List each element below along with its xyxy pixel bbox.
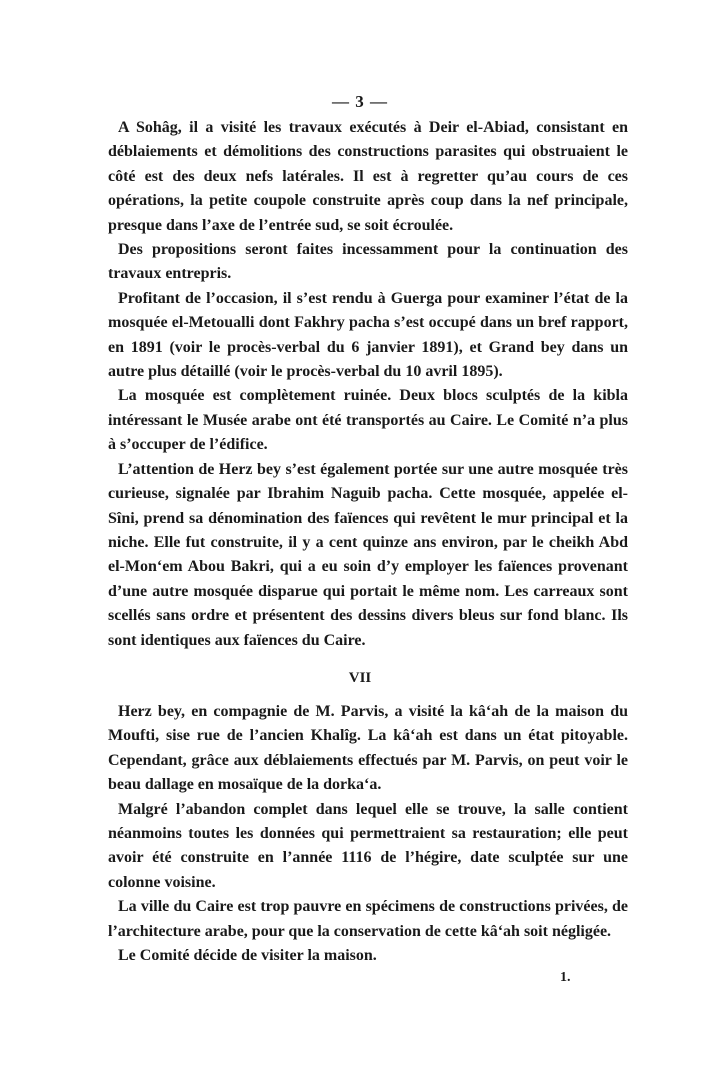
paragraph-sohag: A Sohâg, il a visité les travaux exécutés à Deir el-Abiad, consistant en déblaiements et démolitions des constructions parasites qui obstruaient le côté est des deux nefs latérales. Il est à regretter qu’au cours de ces opérations, la petite coupole construite après coup dans la nef principale, presque dans l’axe de l’entrée sud, se soit écroulée. — [108, 119, 628, 234]
paragraph-decision: Le Comité décide de visiter la maison. — [118, 947, 377, 965]
paragraph-guerga: Profitant de l’occasion, il s’est rendu à Guerga pour examiner l’état de la mosquée el-Metoualli dont Fakhry pacha s’est occupé dans un bref rapport, en 1891 (voir le procès-verbal du 6 janvier 1891), et Grand bey dans un autre plus détaillé (voir le procès-verbal du 10 avril 1895). — [108, 289, 628, 381]
text-block-upper — [108, 116, 628, 653]
paragraph-mosquee-ruinee: La mosquée est complètement ruinée. Deux blocs sculptés de la kibla intéressant le Musée arabe ont été transportés au Caire. Le Comité n’a plus à s’occuper de l’édifice. — [108, 387, 628, 454]
paragraph-propositions: Des propositions seront faites incessamment pour la continuation des travaux entrepris. — [108, 241, 628, 283]
page-number: — 3 — — [332, 92, 388, 111]
section-heading: VII — [348, 670, 372, 686]
paragraph-restauration: Malgré l’abandon complet dans lequel elle se trouve, la salle contient néanmoins toutes les données qui permettraient sa restauration; elle peut avoir été construite en l’année 1116 de l’hégire, date sculptée sur une colonne voisine. — [108, 800, 628, 891]
paragraph-conservation: La ville du Caire est trop pauvre en spécimens de constructions privées, de l’architecture arabe, pour que la conservation de cette kâ‘ah soit négligée. — [108, 898, 628, 940]
signature-mark: 1. — [560, 970, 571, 985]
text-block-lower — [108, 700, 628, 968]
paragraph-kaah-moufti: Herz bey, en compagnie de M. Parvis, a visité la kâ‘ah de la maison du Moufti, sise rue de l’ancien Khalîg. La kâ‘ah est dans un état pitoyable. Cependant, grâce aux déblaiements effectués par M. Parvis, on peut voir le beau dallage en mosaïque de la dorka‘a. — [108, 703, 628, 794]
paragraph-el-sini: L’attention de Herz bey s’est également portée sur une autre mosquée très curieuse, signalée par Ibrahim Naguib pacha. Cette mosquée, appelée el-Sîni, prend sa dénomination des faïences qui revêtent le mur principal et la niche. Elle fut construite, il y a cent quinze ans environ, par le cheikh Abd el-Mon‘em Abou Bakri, qui a eu soin d’y employer les faïences provenant d’une autre mosquée disparue qui portait le même nom. Les carreaux sont scellés sans ordre et présentent des dessins divers bleus sur fond blanc. Ils sont identiques aux faïences du Caire. — [108, 460, 628, 649]
